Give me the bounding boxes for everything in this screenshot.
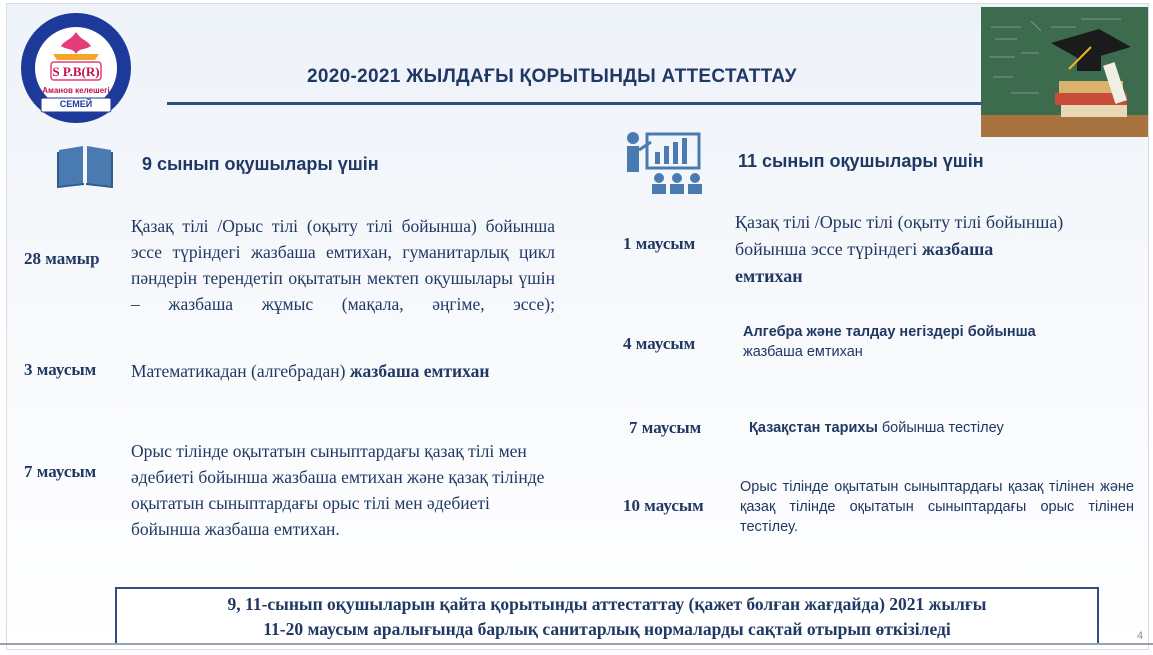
grade11-date-3: 7 маусым: [629, 418, 702, 437]
grade11-date-2: 4 маусым: [623, 334, 696, 353]
school-logo: [17, 10, 135, 130]
presentation-icon: [623, 128, 703, 203]
book-icon: [57, 142, 113, 193]
footer-line-2: 11-20 маусым аралығында барлық санитарлық нормаларды сақтай отырып өткізіледі: [263, 619, 951, 639]
grade9-item-3: Орыс тілінде оқытатын сыныптардағы қазақ тілі мен әдебиеті бойынша жазбаша емтихан және қазақ тілінде оқытатын сыныптардағы орыс тілі мен әдебиеті бойынша жазбаша емтихан.: [131, 441, 545, 539]
grade11-item-3: Қазақстан тарихы бойынша тестілеу: [749, 420, 1004, 436]
bottom-divider: [0, 643, 1153, 645]
footer-line-1: 9, 11-сынып оқушыларын қайта қорытынды аттестаттау (қажет болған жағдайда) 2021 жылғы: [227, 594, 987, 614]
grade11-date-4: 10 маусым: [623, 496, 704, 515]
logo-caption: Аманов келешегі: [42, 86, 110, 95]
title-divider: [167, 102, 985, 105]
grade9-date-3: 7 маусым: [24, 462, 97, 481]
logo-city: СЕМЕЙ: [59, 99, 93, 109]
grade9-item-2: Математикадан (алгебрадан) жазбаша емтихан: [131, 361, 490, 381]
grade9-date-1: 28 мамыр: [24, 249, 100, 268]
grade11-item-4: Орыс тілінде оқытатын сыныптардағы қазақ тілінен және қазақ тілінде оқытатын сыныптардағы орыс тілінен тестілеу.: [740, 479, 1134, 535]
grade11-date-1: 1 маусым: [623, 234, 696, 253]
page-number: 4: [1137, 630, 1144, 642]
grade11-item-2: Алгебра және талдау негіздері бойынша жазбаша емтихан: [743, 324, 1036, 360]
footer-note: [115, 587, 1099, 645]
graduation-cap-icon: [981, 7, 1148, 137]
grade9-date-2: 3 маусым: [24, 360, 97, 379]
svg-text:S P.B(R): S P.B(R): [52, 64, 100, 79]
page-title: 2020-2021 ЖЫЛДАҒЫ ҚОРЫТЫНДЫ АТТЕСТАТТАУ: [307, 66, 797, 87]
grade11-heading: 11 сынып оқушылары үшін: [738, 151, 984, 171]
grade11-item-1: Қазақ тілі /Орыс тілі (оқыту тілі бойынша) бойынша эссе түріндегі жазбаша емтихан: [735, 212, 1064, 286]
slide: [6, 3, 1149, 650]
grade9-item-1: Қазақ тілі /Орыс тілі (оқыту тілі бойынша) бойынша эссе түріндегі жазбаша емтихан, гуманитарлық цикл пәндерін терендетіп оқытатын мектеп оқушылары үшін – жазбаша жұмыс (мақала, әңгіме, эссе);: [131, 216, 555, 314]
grade9-heading: 9 сынып оқушылары үшін: [142, 154, 379, 174]
